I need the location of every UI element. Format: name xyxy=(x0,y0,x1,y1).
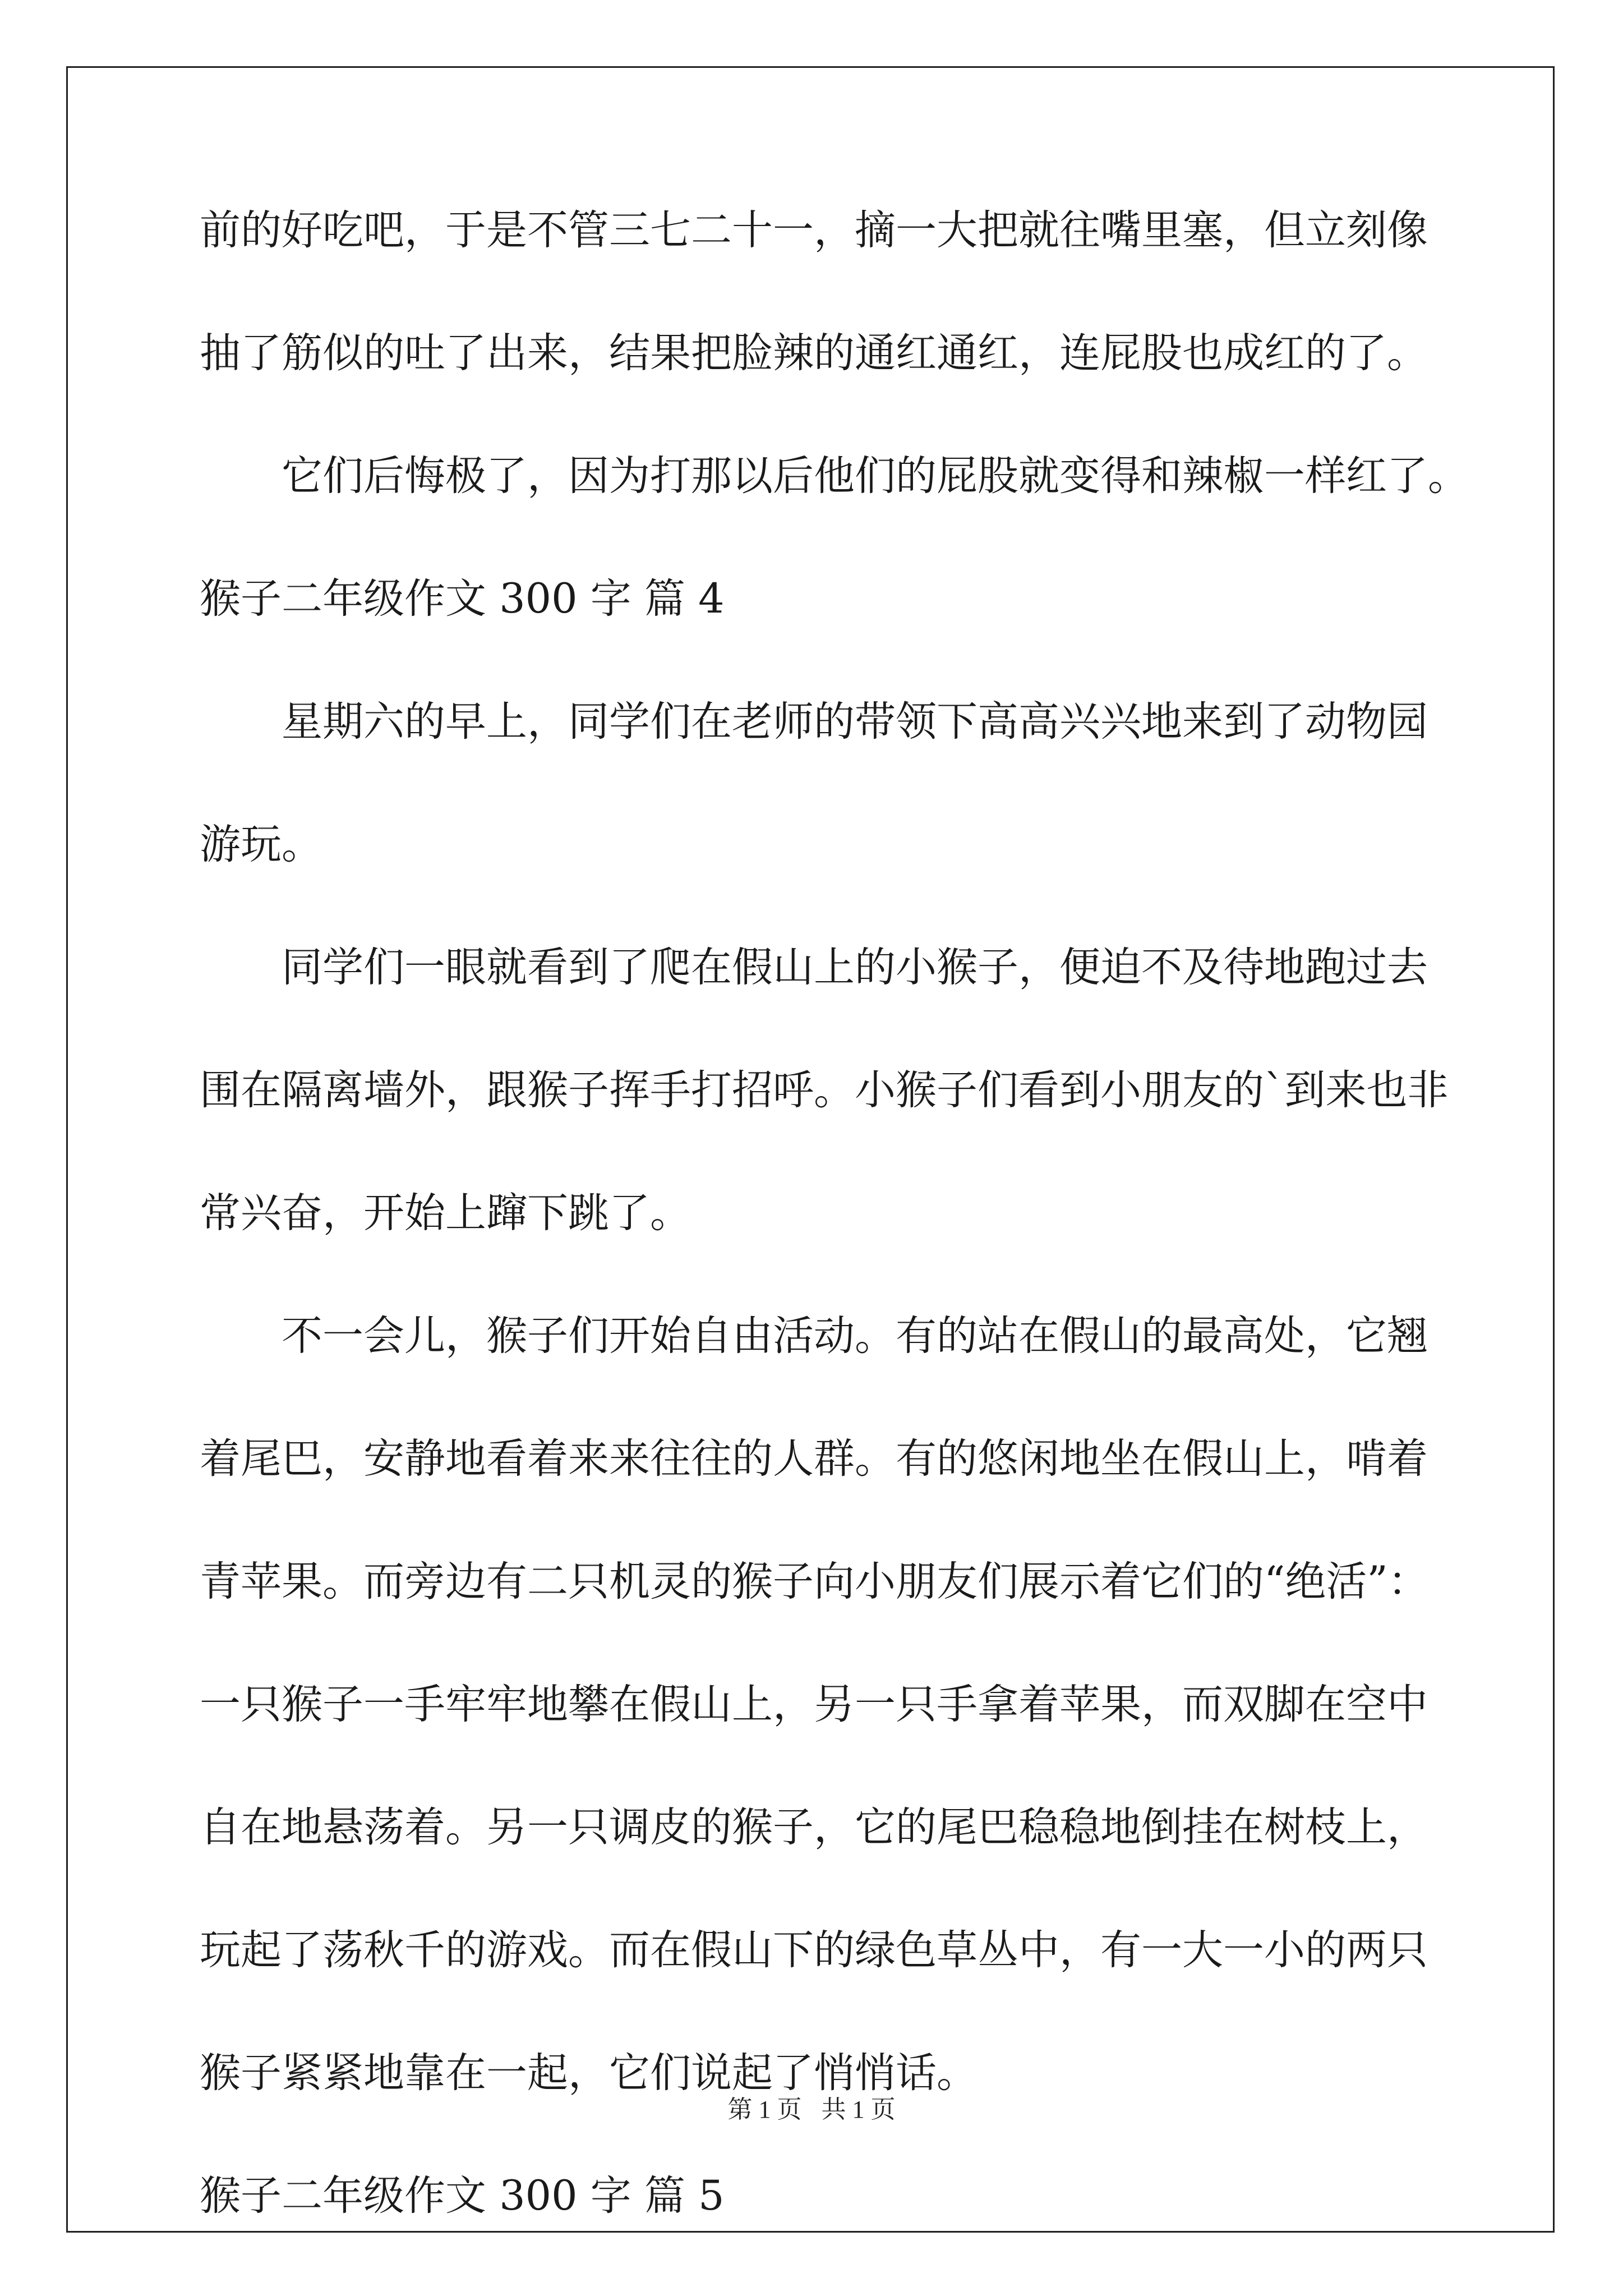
paragraph-line: 青苹果。而旁边有二只机灵的猴子向小朋友们展示着它们的“绝活”： xyxy=(200,1558,1429,1605)
paragraph-line: 它们后悔极了，因为打那以后他们的屁股就变得和辣椒一样红了。 xyxy=(282,452,1469,500)
paragraph-line: 自在地悬荡着。另一只调皮的猴子，它的尾巴稳稳地倒挂在树枝上， xyxy=(200,1803,1428,1851)
paragraph-line: 着尾巴，安静地看着来来往往的人群。有的悠闲地坐在假山上，啃着 xyxy=(200,1435,1428,1483)
paragraph-line: 一只猴子一手牢牢地攀在假山上，另一只手拿着苹果，而双脚在空中 xyxy=(200,1681,1428,1728)
paragraph-line: 抽了筋似的吐了出来，结果把脸辣的通红通红，连屁股也成红的了。 xyxy=(200,329,1428,377)
page-footer xyxy=(0,2096,1623,2124)
paragraph-line: 猴子紧紧地靠在一起，它们说起了悄悄话。 xyxy=(200,2049,978,2097)
paragraph-line: 玩起了荡秋千的游戏。而在假山下的绿色草丛中，有一大一小的两只 xyxy=(200,1926,1428,1974)
section-heading: 猴子二年级作文 300 字 篇 5 xyxy=(200,2172,725,2220)
paragraph-line: 星期六的早上，同学们在老师的带领下高高兴兴地来到了动物园 xyxy=(282,698,1428,746)
paragraph-line: 同学们一眼就看到了爬在假山上的小猴子，便迫不及待地跑过去 xyxy=(282,944,1428,991)
page-total: 共 1 页 xyxy=(821,2096,896,2123)
paragraph-line: 前的好吃吧，于是不管三七二十一，摘一大把就往嘴里塞，但立刻像 xyxy=(200,206,1428,254)
paragraph-line: 游玩。 xyxy=(200,821,322,868)
document-body xyxy=(200,206,1469,2220)
paragraph-line: 常兴奋，开始上蹿下跳了。 xyxy=(200,1189,691,1237)
page-number: 第 1 页 xyxy=(727,2096,802,2123)
section-heading: 猴子二年级作文 300 字 篇 4 xyxy=(200,575,725,623)
paragraph-line: 不一会儿，猴子们开始自由活动。有的站在假山的最高处，它翘 xyxy=(282,1312,1428,1360)
paragraph-line: 围在隔离墙外，跟猴子挥手打招呼。小猴子们看到小朋友的`到来也非 xyxy=(200,1066,1449,1114)
